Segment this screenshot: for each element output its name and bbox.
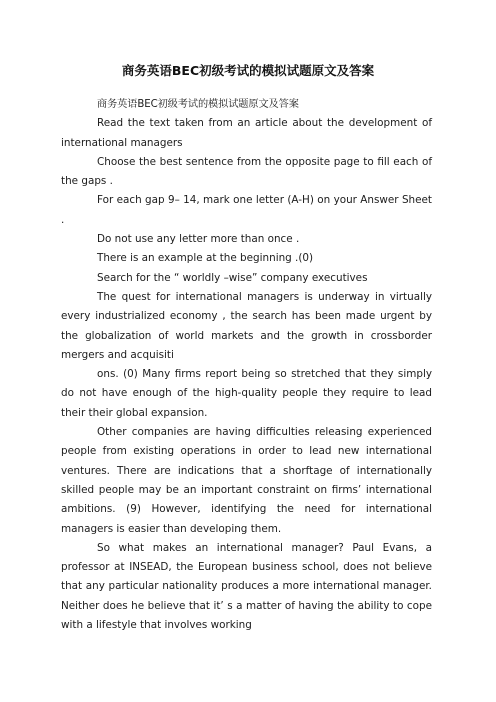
paragraph: The quest for international managers is underway in virtually every industrialized economy , the search has been made urgent by the globalization of world markets and the growth in crossborder mergers and acquisiti xyxy=(61,290,432,361)
paragraph: Do not use any letter more than once . xyxy=(97,233,300,246)
paragraph: There is an example at the beginning .(0) xyxy=(97,252,314,265)
document-body xyxy=(61,95,432,635)
paragraph: Choose the best sentence from the opposite page to fill each of the gaps . xyxy=(61,155,432,188)
document-subtitle: 商务英语BEC初级考试的模拟试题原文及答案 xyxy=(97,99,299,110)
article-heading: Search for the “ worldly –wise” company executives xyxy=(97,271,368,284)
document-title: 商务英语BEC初级考试的模拟试题原文及答案 xyxy=(121,63,375,78)
paragraph: ons. (0) Many firms report being so stretched that they simply do not have enough of the high-quality people they require to lead their their global expansion. xyxy=(61,368,432,419)
paragraph: So what makes an international manager? Paul Evans, a professor at INSEAD, the European business school, does not believe that any particular nationality produces a more international manager. Neither does he believe that it’ s a matter of having the ability to cope with a lifestyle that involves working xyxy=(61,541,432,632)
paragraph: Other companies are having difficulties releasing experienced people from existing operations in order to lead new international ventures. There are indications that a shorftage of internationally skilled people may be an important constraint on firms’ international ambitions. (9) However, identifying the need for international managers is easier than developing them. xyxy=(61,426,432,535)
paragraph: Read the text taken from an article about the development of international managers xyxy=(61,117,432,149)
paragraph: For each gap 9– 14, mark one letter (A-H) on your Answer Sheet . xyxy=(61,194,432,226)
